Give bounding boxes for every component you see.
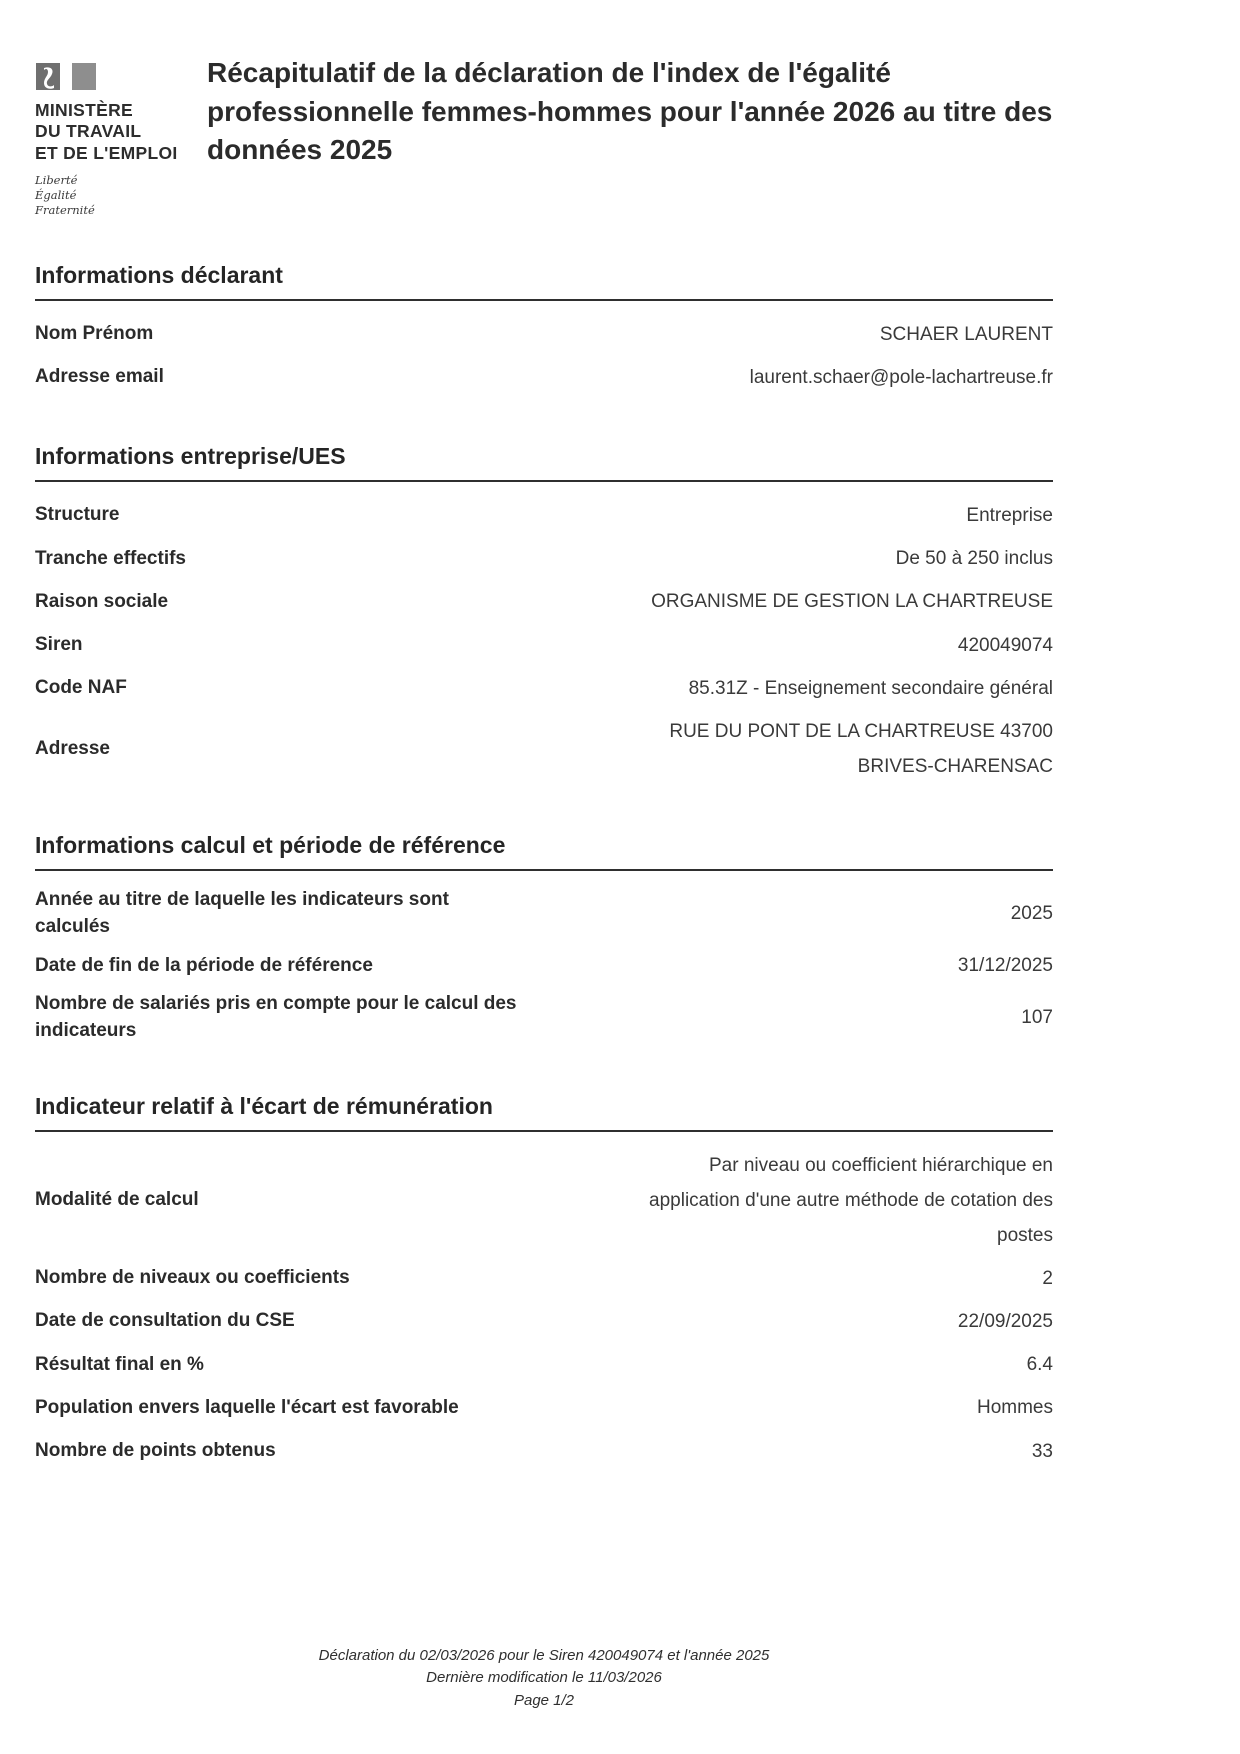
page-footer [35,1645,1053,1713]
row-siren [35,624,1053,667]
ministry-logo [35,60,207,218]
row-label: Population envers laquelle l'écart est favorable [35,1396,459,1418]
republic-motto [35,173,207,218]
motto-line: Fraternité [35,202,95,217]
section-heading: Informations entreprise/UES [35,443,1053,482]
row-label: Nombre de niveaux ou coefficients [35,1267,350,1289]
row-modalite-calcul [35,1144,1053,1257]
section-informations-calcul [35,832,1053,1049]
row-value: 107 [1021,1007,1053,1029]
row-label: Nombre de points obtenus [35,1439,276,1461]
page-title: Récapitulatif de la déclaration de l'index de l'égalité professionnelle femmes-hommes pour l'année 2026 au titre des données 2025 [207,57,1053,166]
row-value: 6.4 [1026,1354,1053,1376]
motto-line: Égalité [35,187,77,202]
row-code-naf [35,667,1053,710]
row-value: ORGANISME DE GESTION LA CHARTREUSE [651,591,1053,613]
footer-page-number: Page 1/2 [513,1691,575,1709]
ministry-name-line: ET DE L'EMPLOI [35,142,178,163]
row-adresse-email [35,356,1053,399]
row-value: SCHAER LAURENT [879,323,1053,345]
document-header [35,57,1053,218]
row-label: Raison sociale [35,590,169,612]
row-population-favorable [35,1386,1053,1429]
row-adresse [35,710,1053,788]
row-label: Structure [35,504,120,526]
ministry-name-line: MINISTÈRE [35,100,133,120]
row-raison-sociale [35,580,1053,623]
row-value: Hommes [976,1397,1053,1419]
row-value: 22/09/2025 [957,1311,1053,1333]
ministry-name-line: DU TRAVAIL [35,121,142,142]
row-label: Modalité de calcul [35,1189,199,1211]
row-value: 420049074 [957,634,1053,656]
row-label: Adresse [35,737,110,759]
section-indicateur-ecart-remuneration [35,1093,1053,1473]
footer-modification-line: Dernière modification le 11/03/2026 [426,1669,662,1686]
row-nombre-salaries [35,987,1053,1048]
row-label: Résultat final en % [35,1353,204,1375]
french-flag-icon [35,60,97,94]
row-nombre-niveaux [35,1257,1053,1300]
row-value: 85.31Z - Enseignement secondaire général [688,677,1053,699]
row-nom-prenom [35,313,1053,356]
row-value: 31/12/2025 [957,955,1053,977]
row-value: Entreprise [966,505,1053,527]
row-tranche-effectifs [35,537,1053,580]
section-informations-declarant [35,262,1053,399]
row-label: Code NAF [35,676,127,698]
section-informations-entreprise [35,443,1053,788]
row-label: Année au titre de laquelle les indicateurs sont calculés [35,889,449,937]
row-date-consultation-cse [35,1300,1053,1343]
row-value: 2 [1042,1268,1053,1290]
row-annee-indicateurs [35,883,1053,944]
row-value: 33 [1031,1440,1053,1462]
row-label: Date de consultation du CSE [35,1310,295,1332]
row-label: Date de fin de la période de référence [35,954,373,976]
row-date-fin-periode [35,944,1053,987]
section-heading: Indicateur relatif à l'écart de rémunération [35,1093,1053,1132]
motto-line: Liberté [35,173,78,188]
ministry-name [35,100,207,164]
row-value: Par niveau ou coefficient hiérarchique en application d'une autre méthode de cotation des postes [649,1154,1053,1246]
footer-declaration-line: Déclaration du 02/03/2026 pour le Siren 420049074 et l'année 2025 [318,1646,770,1664]
row-value: 2025 [1010,903,1053,925]
row-nombre-points [35,1430,1053,1473]
section-heading: Informations calcul et période de référence [35,832,1053,871]
row-resultat-final [35,1343,1053,1386]
row-label: Adresse email [35,366,164,388]
row-label: Siren [35,633,83,655]
row-value: De 50 à 250 inclus [895,548,1053,570]
row-label: Tranche effectifs [35,547,186,569]
section-heading: Informations déclarant [35,262,1053,301]
row-label: Nombre de salariés pris en compte pour le calcul des indicateurs [35,993,517,1042]
row-value: laurent.schaer@pole-lachartreuse.fr [749,366,1053,388]
row-structure [35,494,1053,537]
row-value: RUE DU PONT DE LA CHARTREUSE 43700 BRIVES-CHARENSAC [669,720,1053,777]
row-label: Nom Prénom [35,323,154,345]
